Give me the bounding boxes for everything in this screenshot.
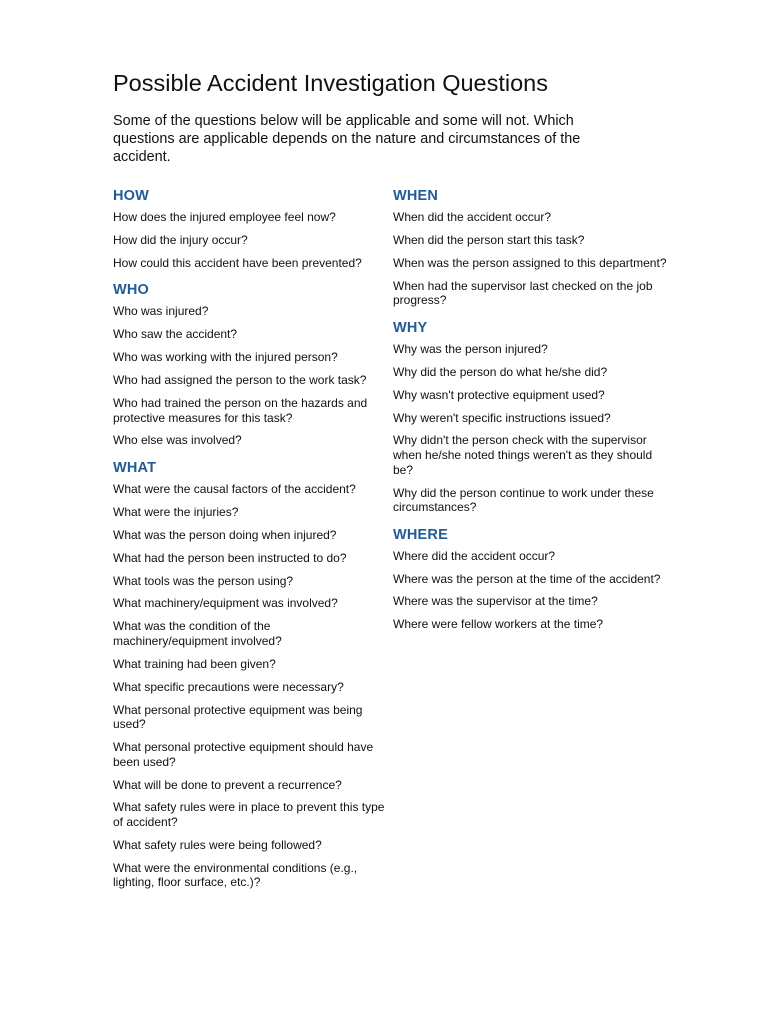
question-item: What machinery/equipment was involved? — [113, 596, 338, 611]
question-item: How did the injury occur? — [113, 232, 248, 247]
question-item: What tools was the person using? — [113, 573, 294, 588]
question-list — [393, 342, 668, 515]
question-item: When did the accident occur? — [393, 210, 552, 224]
question-item: What had the person been instructed to do? — [113, 550, 347, 565]
question-item: What will be done to prevent a recurrence? — [113, 777, 342, 792]
left-question-column — [113, 188, 385, 902]
intro-paragraph: Some of the questions below will be applicable and some will not. Which questions are applicable depends on the nature and circumstances of the accident. — [113, 113, 581, 165]
section-heading: WHAT — [113, 460, 157, 477]
section-heading: WHY — [393, 319, 428, 336]
question-list — [113, 482, 385, 890]
question-item: Who else was involved? — [113, 433, 242, 448]
question-item: What personal protective equipment was being used? — [113, 702, 363, 732]
question-item: How does the injured employee feel now? — [113, 210, 336, 224]
question-item: What were the environmental conditions (e.g., lighting, floor surface, etc.)? — [113, 860, 358, 890]
question-list — [113, 304, 385, 448]
question-item: What was the person doing when injured? — [113, 527, 337, 542]
section-why — [393, 320, 668, 515]
question-item: When did the person start this task? — [393, 232, 585, 247]
section-heading: HOW — [113, 188, 150, 204]
question-list — [393, 549, 668, 632]
section-when — [393, 188, 668, 308]
question-item: Who was working with the injured person? — [113, 350, 338, 365]
section-what — [113, 460, 385, 890]
question-item: What safety rules were in place to prevent this type of accident? — [113, 800, 385, 830]
question-item: What safety rules were being followed? — [113, 837, 322, 852]
question-item: Who had trained the person on the hazards and protective measures for this task? — [113, 395, 368, 425]
question-item: Why wasn't protective equipment used? — [393, 387, 605, 402]
question-item: When had the supervisor last checked on the job progress? — [393, 278, 653, 308]
question-list — [393, 210, 668, 308]
question-item: Who had assigned the person to the work task? — [113, 373, 367, 388]
question-item: Where was the supervisor at the time? — [393, 594, 598, 609]
question-item: Where was the person at the time of the accident? — [393, 571, 661, 586]
question-item: Why did the person continue to work under these circumstances? — [393, 485, 654, 515]
section-where — [393, 527, 668, 632]
question-item: What personal protective equipment should have been used? — [113, 740, 374, 769]
question-item: Why was the person injured? — [393, 341, 548, 356]
question-item: Who was injured? — [113, 304, 209, 319]
question-item: What were the causal factors of the accident? — [113, 482, 356, 497]
page-title: Possible Accident Investigation Questions — [113, 70, 549, 96]
section-how — [113, 188, 385, 270]
question-item: Where were fellow workers at the time? — [393, 617, 604, 632]
question-item: Where did the accident occur? — [393, 548, 556, 563]
question-item: Who saw the accident? — [113, 327, 238, 342]
question-item: What was the condition of the machinery/equipment involved? — [113, 619, 282, 648]
section-heading: WHEN — [393, 188, 439, 204]
question-item: Why didn't the person check with the supervisor when he/she noted things weren't as they should be? — [393, 433, 653, 477]
section-heading: WHERE — [393, 526, 448, 543]
question-item: What were the injuries? — [113, 504, 239, 519]
question-item: What specific precautions were necessary? — [113, 679, 344, 694]
question-list — [113, 210, 385, 270]
question-item: What training had been given? — [113, 656, 276, 671]
section-heading: WHO — [113, 282, 150, 299]
question-item: When was the person assigned to this department? — [393, 255, 667, 270]
right-question-column — [393, 188, 668, 644]
question-item: How could this accident have been prevented? — [113, 255, 362, 270]
question-item: Why weren't specific instructions issued? — [393, 410, 611, 425]
section-who — [113, 282, 385, 448]
question-item: Why did the person do what he/she did? — [393, 364, 608, 379]
